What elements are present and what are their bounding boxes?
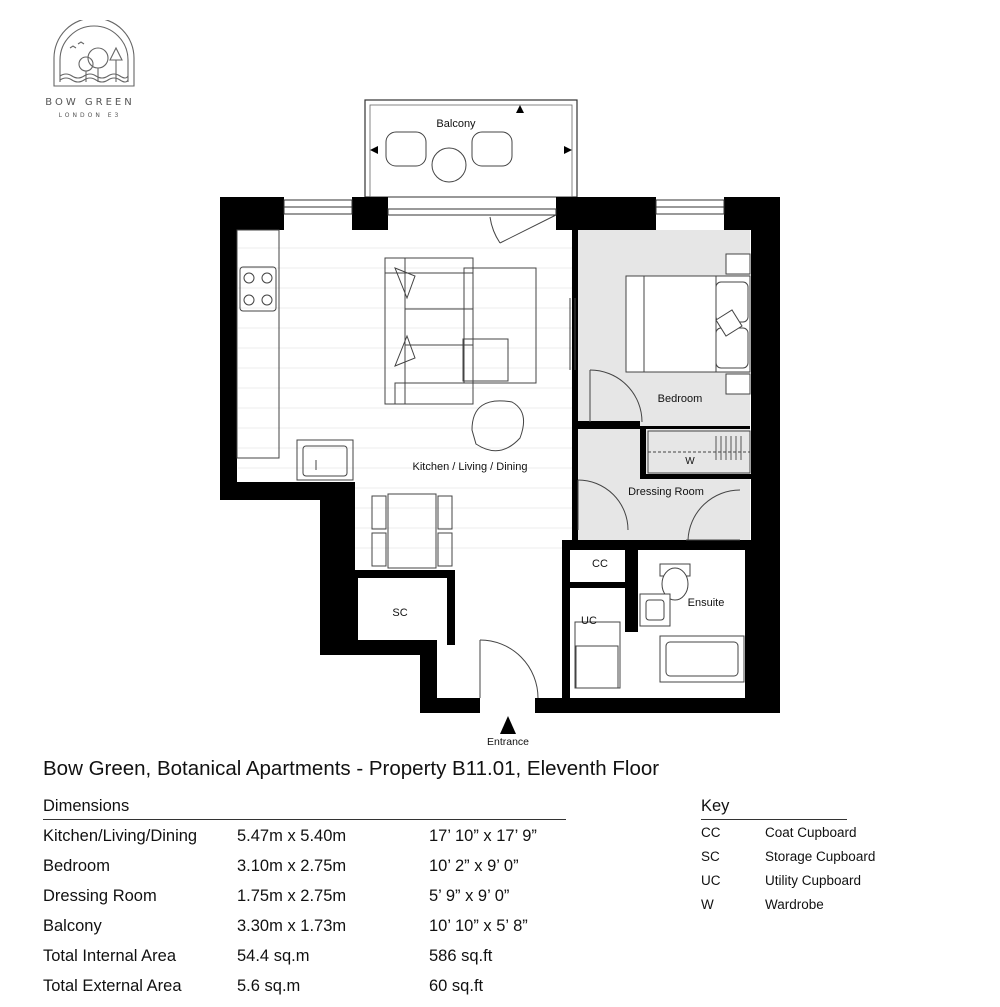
dimension-room: Total External Area [43,977,182,995]
dimension-row [43,857,603,887]
key-definition: Wardrobe [765,897,824,912]
dimension-imperial: 586 sq.ft [429,947,493,965]
dimension-room: Balcony [43,917,102,935]
dimension-metric: 3.30m x 1.73m [237,917,347,935]
key-abbreviation: CC [701,825,721,840]
windows [284,200,724,215]
dimension-metric: 1.75m x 2.75m [237,887,347,905]
label-kitchen-living-dining: Kitchen / Living / Dining [412,461,528,473]
key-definition: Coat Cupboard [765,825,857,840]
dimension-room: Kitchen/Living/Dining [43,827,198,845]
key-item [701,849,961,873]
label-utility-cupboard: UC [581,615,597,627]
dimension-row [43,887,603,917]
dimension-metric: 5.6 sq.m [237,977,301,995]
dimensions-divider [43,819,566,820]
dimension-metric: 3.10m x 2.75m [237,857,347,875]
key-divider [701,819,847,820]
dimension-row [43,977,603,1007]
key-heading: Key [701,797,730,815]
dimension-imperial: 60 sq.ft [429,977,484,995]
label-dressing-room: Dressing Room [628,486,704,498]
dimension-metric: 54.4 sq.m [237,947,310,965]
label-wardrobe: W [685,456,695,467]
key-abbreviation: SC [701,849,720,864]
dimension-imperial: 5’ 9” x 9’ 0” [429,887,510,905]
brand-location: LONDON E3 [58,112,122,119]
dimension-imperial: 17’ 10” x 17’ 9” [429,827,537,845]
property-title: Bow Green, Botanical Apartments - Property B11.01, Eleventh Floor [43,757,660,780]
dimension-metric: 5.47m x 5.40m [237,827,347,845]
label-storage-cupboard: SC [392,607,408,619]
label-coat-cupboard: CC [592,558,608,570]
dimension-row [43,947,603,977]
key-definition: Storage Cupboard [765,849,876,864]
dimension-imperial: 10’ 2” x 9’ 0” [429,857,519,875]
key-item [701,825,961,849]
dimensions-heading: Dimensions [43,797,130,815]
dimension-imperial: 10’ 10” x 5’ 8” [429,917,528,935]
balcony-area [365,100,577,197]
utility-fixtures [575,622,620,688]
dimension-room: Dressing Room [43,887,157,905]
dimension-room: Bedroom [43,857,110,875]
dimension-row [43,827,603,857]
dimension-row [43,917,603,947]
key-abbreviation: W [701,897,714,912]
key-item [701,873,961,897]
living-furniture [385,258,536,451]
dimension-room: Total Internal Area [43,947,176,965]
key-definition: Utility Cupboard [765,873,862,888]
dining-set [372,494,452,568]
label-ensuite: Ensuite [687,597,725,609]
key-abbreviation: UC [701,873,721,888]
key-item [701,897,961,921]
entrance-arrow [500,716,516,734]
label-entrance: Entrance [486,736,530,748]
entrance-gap [480,698,535,713]
brand-name: BOW GREEN [45,97,135,108]
label-bedroom: Bedroom [657,393,703,405]
label-balcony: Balcony [436,118,476,130]
ensuite-fixtures [640,564,744,682]
